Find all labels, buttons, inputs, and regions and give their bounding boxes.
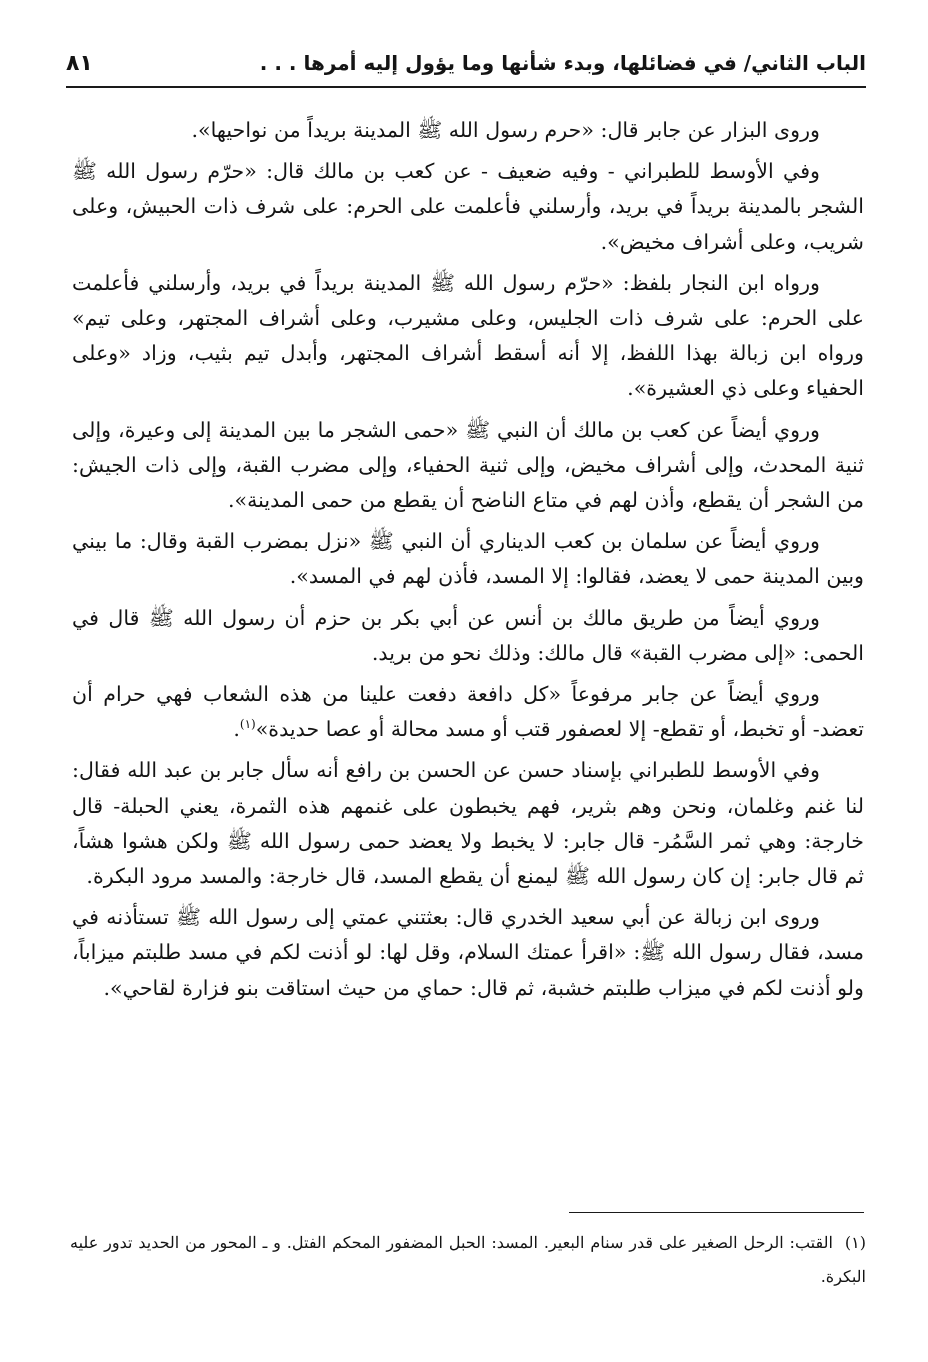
paragraph-text: وروي أيضاً عن جابر مرفوعاً «كل دافعة دفعت علينا من هذه الشعاب فهي حرام أن تعضد- أو تخبط، أو تقطع- إلا لعصفور قتب أو مسد محالة أو عصا حديدة» [72,682,864,742]
page-number: ٨١ [66,50,93,76]
paragraph: وروي أيضاً من طريق مالك بن أنس عن أبي بكر بن حزم أن رسول الله ﷺ قال في الحمى: «إلى مضرب القبة» قال مالك: وذلك نحو من بريد. [72,605,864,665]
footnote-reference: (١) [239,717,256,732]
footnote-marker: (١) [844,1233,866,1252]
footnote-text: القتب: الرحل الصغير على قدر سنام البعير. المسد: الحبل المضفور المحكم الفتل. و ـ المحور من الحديد تدور عليه البكرة. [70,1233,866,1286]
running-title: الباب الثاني/ في فضائلها، وبدء شأنها وما يؤول إليه أمرها . . . [259,51,866,75]
header-rule [66,86,866,88]
main-text [72,113,864,1012]
footnote [70,1226,866,1294]
paragraph: وفي الأوسط للطبراني بإسناد حسن عن الحسن بن رافع أنه سأل جابر بن عبد الله فقال: لنا غنم وغلمان، ونحن وهم بثرير، فهم يخبطون على غنمهم هذه الثمرة، يعني الحبلة- قال خارجة: وهي ثمر السَّمُر- قال جابر: لا يخبط ولا يعضد حمى رسول الله ﷺ ولكن هشوا هشاً، ثم قال جابر: إن كان رسول الله ﷺ ليمنع أن يقطع المسد، قال خارجة: والمسد مرود البكرة. [72,758,864,889]
paragraph: وروى ابن زبالة عن أبي سعيد الخدري قال: بعثتني عمتي إلى رسول الله ﷺ تستأذنه في مسد، فقال رسول الله ﷺ: «اقرأ عمتك السلام، وقل لها: لو أذنت لكم في مسد طلبتم ميزاباً، ولو أذنت لكم في ميزاب طلبتم خشبة، ثم قال: حماي من حيث استاقت بنو فزارة لقاحي». [72,905,864,1000]
paragraph: وروى البزار عن جابر قال: «حرم رسول الله ﷺ المدينة بريداً من نواحيها». [191,118,820,142]
paragraph: وروي أيضاً عن سلمان بن كعب الديناري أن النبي ﷺ «نزل بمضرب القبة وقال: ما بيني وبين المدينة حمى لا يعضد، فقالوا: إلا المسد، فأذن لهم في المسد». [72,529,864,589]
paragraph: ورواه ابن النجار بلفظ: «حرّم رسول الله ﷺ المدينة بريداً في بريد، وأرسلني فأعلمت على الحرم: على شرف ذات الجليس، وعلى مشيرب، وعلى أشراف المجتهر، وعلى تيم» ورواه ابن زبالة بهذا اللفظ، إلا أنه أسقط أشراف المجتهر، وأبدل تيم بثيب، وزاد «وعلى الحفياء وعلى ذي العشيرة». [72,270,864,401]
paragraph-with-footnote: وروي أيضاً عن جابر مرفوعاً «كل دافعة دفعت علينا من هذه الشعاب فهي حرام أن تعضد- أو تخبط، أو تقطع- إلا لعصفور قتب أو مسد محالة أو عصا حديدة»$^{(١)}$. [72,682,864,742]
paragraph: وفي الأوسط للطبراني - وفيه ضعيف - عن كعب بن مالك قال: «حرّم رسول الله ﷺ الشجر بالمدينة بريداً في بريد، وأرسلني فأعلمت على الحرم: على شرف ذات الحبيش، وعلى شريب، وعلى أشراف مخيض». [72,159,864,254]
footnote-rule [569,1212,864,1213]
running-header [66,46,866,80]
paragraph: وروي أيضاً عن كعب بن مالك أن النبي ﷺ «حمى الشجر ما بين المدينة إلى وعيرة، وإلى ثنية المحدث، وإلى أشراف مخيض، وإلى ثنية الحفياء، وإلى مضرب القبة، وإلى ذات الجيش: من الشجر أن يقطع، وأذن لهم في متاع الناضح أن يقطع من حمى المدينة». [72,417,864,513]
